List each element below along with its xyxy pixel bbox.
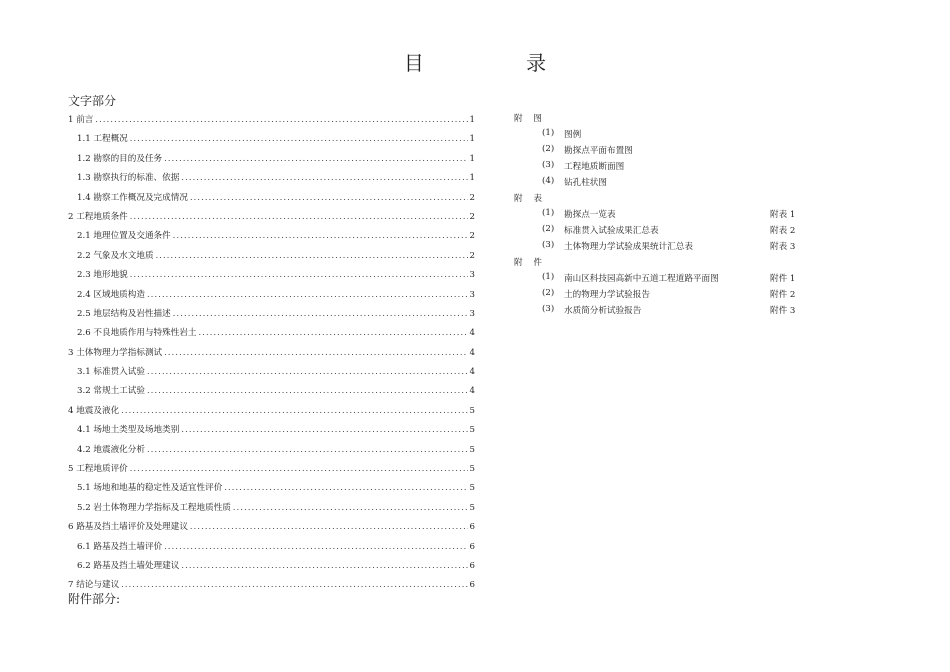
toc-entry-label: 1.1 工程概况: [77, 134, 128, 145]
toc-entry-label: 1.4 勘察工作概况及完成情况: [77, 192, 188, 203]
toc-entry: [68, 288, 475, 307]
toc-entry: [68, 443, 475, 462]
toc-entry-page: 6: [469, 541, 475, 552]
toc-leader-dots: [121, 580, 467, 589]
toc-entry: [68, 191, 475, 210]
toc-entry-page: 3: [469, 308, 475, 319]
toc-entry: [68, 113, 475, 132]
toc-entry-page: 6: [469, 522, 475, 533]
toc-entry-page: 3: [469, 289, 475, 300]
toc-entry-page: 4: [469, 328, 475, 339]
appendix-item: [514, 160, 804, 176]
toc-entry: [68, 346, 475, 365]
toc-entry: [68, 559, 475, 578]
toc-entry: [68, 462, 475, 481]
toc-entry-label: 2.4 区域地质构造: [77, 289, 145, 300]
toc-entry: [68, 132, 475, 151]
toc-entry: [68, 501, 475, 520]
appendix-item-ref: 附表 1: [770, 210, 796, 220]
appendix-item-num: (2): [542, 144, 555, 154]
toc-entry-label: 5 工程地质评价: [68, 464, 128, 475]
appendix-item-ref: 附件 1: [770, 274, 796, 284]
toc-entry: [68, 423, 475, 442]
toc-entry-page: 2: [469, 192, 475, 203]
toc-entry-page: 2: [469, 211, 475, 222]
toc-entry: [68, 540, 475, 559]
toc-leader-dots: [199, 328, 468, 337]
toc-entry-label: 2.3 地形地貌: [77, 270, 128, 281]
appendix-item: [514, 272, 804, 288]
toc-entry: [68, 229, 475, 248]
toc-leader-dots: [233, 503, 468, 512]
toc-leader-dots: [181, 425, 467, 434]
appendix-item-num: (3): [542, 160, 555, 170]
toc-leader-dots: [147, 290, 468, 299]
toc-leader-dots: [130, 134, 468, 143]
toc-entry-page: 2: [469, 231, 475, 242]
toc-leader-dots: [190, 193, 468, 202]
appendix-item-num: (1): [542, 272, 555, 282]
appendix-item-text: 标准贯入试验成果汇总表: [564, 226, 659, 236]
toc-entry: [68, 404, 475, 423]
appendix-item-ref: 附表 3: [770, 242, 796, 252]
toc-entry-page: 6: [469, 580, 475, 591]
toc-entry-label: 3.1 标准贯入试验: [77, 367, 145, 378]
toc-leader-dots: [190, 522, 468, 531]
appendix-item-ref: [770, 144, 804, 160]
toc-entry: [68, 481, 475, 500]
appendix-item-text: 工程地质断面图: [564, 162, 625, 172]
toc-entry-page: 4: [469, 347, 475, 358]
appendix-item-text: 水质简分析试验报告: [564, 306, 642, 316]
appendix-item: [514, 224, 804, 240]
appendix-item-text: 南山区科技园高新中五道工程道路平面图: [564, 274, 719, 284]
table-of-contents: [68, 113, 475, 598]
appendix-item-ref: 附表 2: [770, 226, 796, 236]
toc-entry-page: 4: [469, 386, 475, 397]
toc-entry-page: 1: [469, 173, 475, 184]
toc-entry: [68, 578, 475, 597]
appendix-item-ref: 附件 3: [770, 306, 796, 316]
toc-entry-label: 2.1 地理位置及交通条件: [77, 231, 171, 242]
appendix-item-ref: 附件 2: [770, 290, 796, 300]
appendix-item-text: 图例: [564, 130, 582, 140]
toc-entry-label: 4.1 场地土类型及场地类别: [77, 425, 180, 436]
toc-leader-dots: [181, 561, 467, 570]
appendix-item-text: 勘探点一览表: [564, 210, 616, 220]
toc-entry-label: 6.1 路基及挡土墙评价: [77, 541, 163, 552]
toc-leader-dots: [173, 231, 468, 240]
toc-entry-label: 2.5 地层结构及岩性描述: [77, 308, 171, 319]
page-title: 目 录: [403, 51, 595, 75]
toc-entry-page: 3: [469, 270, 475, 281]
toc-leader-dots: [147, 386, 468, 395]
appendix-group-heading: 附 件: [514, 258, 546, 268]
toc-leader-dots: [95, 115, 467, 124]
toc-entry-label: 1.2 勘察的目的及任务: [77, 153, 163, 164]
toc-leader-dots: [224, 483, 467, 492]
toc-leader-dots: [130, 212, 468, 221]
toc-entry-page: 5: [469, 405, 475, 416]
toc-leader-dots: [130, 464, 468, 473]
toc-entry-label: 2 工程地质条件: [68, 211, 128, 222]
text-section-heading: 文字部分: [68, 94, 117, 108]
toc-entry-label: 6.2 路基及挡土墙处理建议: [77, 560, 180, 571]
toc-entry: [68, 152, 475, 171]
toc-leader-dots: [130, 270, 468, 279]
toc-entry-page: 1: [469, 115, 475, 125]
toc-entry-label: 6 路基及挡土墙评价及处理建议: [68, 522, 188, 533]
appendix-item-text: 土体物理力学试验成果统计汇总表: [564, 242, 693, 252]
appendix-item-num: (1): [542, 128, 555, 138]
appendix-item: [514, 128, 804, 144]
toc-entry-page: 1: [469, 153, 475, 164]
toc-entry: [68, 384, 475, 403]
appendix-item: [514, 240, 804, 256]
toc-entry-label: 4.2 地震液化分析: [77, 444, 145, 455]
toc-entry-label: 7 结论与建议: [68, 580, 120, 591]
toc-entry-page: 1: [469, 134, 475, 145]
appendix-item-num: (2): [542, 288, 555, 298]
appendix-group-heading: 附 表: [514, 194, 546, 204]
toc-entry: [68, 249, 475, 268]
appendix-item: [514, 208, 804, 224]
appendix-item-text: 勘探点平面布置图: [564, 146, 633, 156]
toc-entry-page: 2: [469, 250, 475, 261]
toc-leader-dots: [147, 445, 468, 454]
toc-entry: [68, 326, 475, 345]
toc-leader-dots: [181, 173, 467, 182]
appendix-item-num: (3): [542, 304, 555, 314]
toc-entry: [68, 268, 475, 287]
toc-entry: [68, 365, 475, 384]
toc-entry-label: 2.6 不良地质作用与特殊性岩土: [77, 328, 197, 339]
toc-entry-label: 5.2 岩土体物理力学指标及工程地质性质: [77, 502, 231, 513]
toc-leader-dots: [121, 406, 467, 415]
toc-entry-page: 5: [469, 464, 475, 475]
toc-entry-page: 6: [469, 560, 475, 571]
appendix-group-heading: 附 图: [514, 114, 546, 124]
toc-entry: [68, 307, 475, 326]
toc-entry-label: 1 前言: [68, 115, 94, 125]
toc-entry: [68, 210, 475, 229]
toc-entry-page: 5: [469, 502, 475, 513]
appendix-item-ref: [770, 128, 804, 144]
appendix-item: [514, 304, 804, 320]
appendix-item: [514, 288, 804, 304]
attach-section-heading: 附件部分:: [68, 592, 121, 606]
appendix-item-ref: [770, 160, 804, 176]
toc-entry: [68, 520, 475, 539]
toc-entry-label: 3.2 常规土工试验: [77, 386, 145, 397]
toc-leader-dots: [147, 367, 468, 376]
appendix-item-num: (4): [542, 176, 555, 186]
toc-entry-label: 3 土体物理力学指标测试: [68, 347, 163, 358]
appendix-item-num: (3): [542, 240, 555, 250]
appendix-item: [514, 144, 804, 160]
toc-entry: [68, 171, 475, 190]
appendix-item-text: 钻孔柱状图: [564, 178, 607, 188]
appendix-item-text: 土的物理力学试验报告: [564, 290, 650, 300]
appendix-item-ref: [770, 176, 804, 192]
toc-entry-label: 4 地震及液化: [68, 405, 120, 416]
toc-entry-label: 5.1 场地和地基的稳定性及适宜性评价: [77, 483, 223, 494]
appendix-item-num: (1): [542, 208, 555, 218]
toc-leader-dots: [164, 542, 467, 551]
toc-leader-dots: [164, 154, 467, 163]
toc-entry-page: 5: [469, 444, 475, 455]
toc-entry-label: 2.2 气象及水文地质: [77, 250, 154, 261]
appendix-item: [514, 176, 804, 192]
toc-entry-label: 1.3 勘察执行的标准、依据: [77, 173, 180, 184]
toc-leader-dots: [173, 309, 468, 318]
toc-leader-dots: [156, 251, 468, 260]
toc-entry-page: 5: [469, 425, 475, 436]
toc-entry-page: 5: [469, 483, 475, 494]
toc-entry-page: 4: [469, 367, 475, 378]
appendix-list: [514, 112, 804, 320]
appendix-item-num: (2): [542, 224, 555, 234]
toc-leader-dots: [164, 348, 467, 357]
